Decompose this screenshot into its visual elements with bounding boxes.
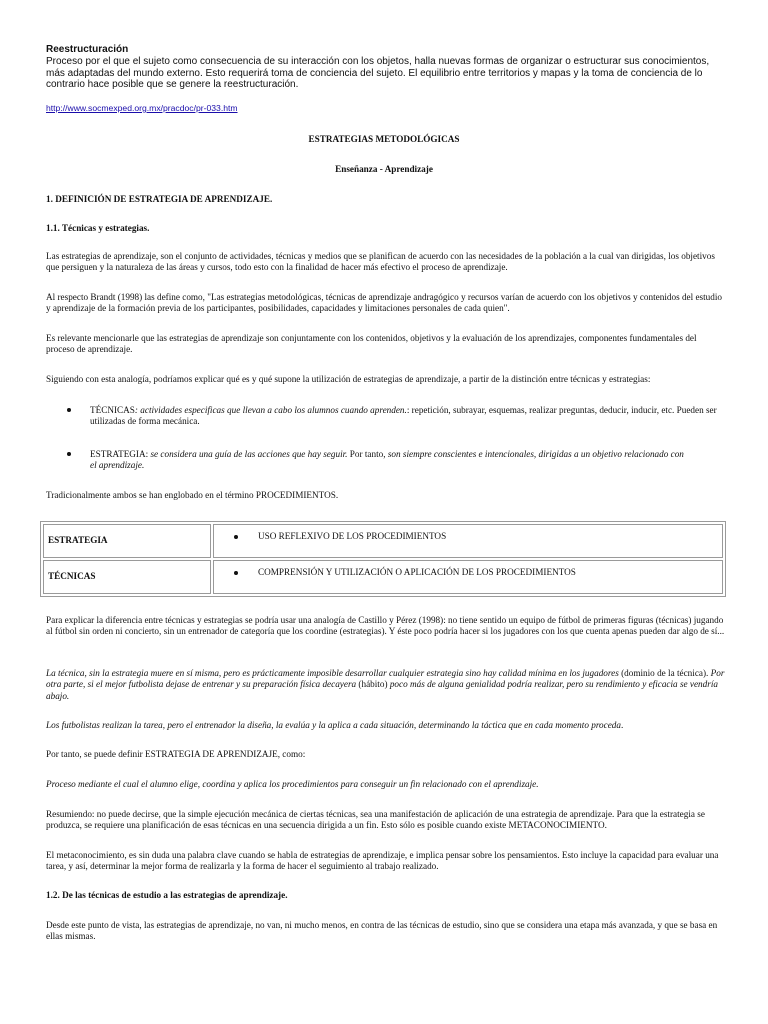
p7-text-1: (dominio de la técnica).	[618, 668, 711, 678]
table-cell-value	[213, 524, 723, 558]
paragraph-analogy: Siguiendo con esta analogía, podríamos explicar qué es y qué supone la utilización de estrategias de aprendizaje, a partir de la distinción entre técnicas y estrategias:	[46, 374, 651, 384]
paragraph-tecnicas-estudio: Desde este punto de vista, las estrategias de aprendizaje, no van, ni mucho menos, en contra de las técnicas de estudio, sino que se considera una etapa más avanzada, y que se basa en ellas mismas.	[46, 920, 718, 942]
paragraph-futbolistas	[46, 720, 726, 731]
p8-period: .	[621, 720, 624, 730]
bullet-estrategia-label: ESTRATEGIA:	[90, 449, 151, 459]
document-title: ESTRATEGIAS METODOLÓGICAS	[308, 134, 460, 144]
bullet-dot	[67, 408, 71, 412]
paragraph-definition: Las estrategias de aprendizaje, son el conjunto de actividades, técnicas y medios que se planifican de acuerdo con las necesidades de la población a la cual van dirigidas, los objetivos que persiguen y la naturaleza de las áreas y cursos, todo esto con la finalidad de hacer más efectivo el proceso de aprendizaje.	[46, 251, 715, 273]
table-cell-text: COMPRENSIÓN Y UTILIZACIÓN O APLICACIÓN DE LOS PROCEDIMIENTOS	[258, 567, 576, 577]
table-row	[43, 524, 723, 558]
section-1-1-heading: 1.1. Técnicas y estrategias.	[46, 223, 150, 233]
bullet-dot	[234, 535, 238, 539]
strategy-table	[40, 521, 726, 597]
section-1-2-heading: 1.2. De las técnicas de estudio a las estrategias de aprendizaje.	[46, 890, 288, 900]
p10-italic: Proceso mediante el cual el alumno elige, coordina y aplica los procedimientos para conseguir un fin relacionado con el aprendizaje.	[46, 779, 539, 789]
p7-text-2: (hábito)	[356, 679, 390, 690]
paragraph-metaconocimiento: El metaconocimiento, es sin duda una palabra clave cuando se habla de estrategias de aprendizaje, e implica pensar sobre los pensamientos. Esto incluye la capacidad para evaluar una tarea, y así, determinar la mejor forma de realizarla y la forma de hacer el seguimiento al trabajo realizado.	[46, 850, 719, 872]
paragraph-relevance: Es relevante mencionarle que las estrategias de aprendizaje son conjuntamente con los contenidos, objetivos y la evaluación de los aprendizajes, componentes fundamentales del proceso de aprendizaje.	[46, 333, 697, 355]
paragraph-resumiendo: Resumiendo: no puede decirse, que la simple ejecución mecánica de ciertas técnicas, sea una manifestación de aplicación de una estrategia de aprendizaje. Para que la estrategia se produzca, se requiere una planificación de esas técnicas en una secuencia dirigida a un fin. Esto sólo es posible cuando existe METACONOCIMIENTO.	[46, 809, 705, 831]
p8-italic: Los futbolistas realizan la tarea, pero el entrenador la diseña, la evalúa y la aplica a cada situación, determinando la táctica que en cada momento proceda	[46, 720, 621, 730]
table-cell-label: ESTRATEGIA	[43, 524, 211, 558]
paragraph-tecnica-estrategia	[46, 668, 726, 702]
bullet-estrategia	[90, 449, 690, 472]
document-subtitle: Enseñanza - Aprendizaje	[335, 164, 433, 174]
bullet-tecnicas-label: TÉCNICAS	[90, 405, 135, 415]
source-link[interactable]: http://www.socmexped.org.mx/pracdoc/pr-033.htm	[46, 103, 238, 113]
bullet-tecnicas	[90, 405, 726, 428]
p7-italic-1: La técnica, sin la estrategia muere en sí misma, pero es prácticamente imposible desarrollar cualquier estrategia sino hay calidad mínima en los jugadores	[46, 668, 619, 678]
table-cell-value	[213, 560, 723, 594]
bullet-tecnicas-examples: : repetición, subrayar, esquemas, realizar preguntas, deducir, inducir, etc. Pueden ser utilizadas de forma mecánica.	[90, 405, 717, 427]
reestructuracion-text: Proceso por el que el sujeto como consecuencia de su interacción con los objetos, halla nuevas formas de organizar o estructurar sus conocimientos, más adaptadas del mundo externo. Esto requerirá toma de conciencia del sujeto. El equilibrio entre territorios y mapas y la toma de conciencia de lo contrario hace posible que se genere la reestructuración.	[46, 56, 710, 91]
p7-italic-2: Por otra parte, si el mejor futbolista dejase de entrenar y su preparación física decayera	[46, 668, 725, 690]
table-cell-label: TÉCNICAS	[43, 560, 211, 594]
bullet-dot	[234, 571, 238, 575]
bullet-tecnicas-definition: : actividades especificas que llevan a cabo los alumnos cuando aprenden.	[134, 405, 407, 415]
bullet-estrategia-purpose: son siempre conscientes e intencionales, dirigidas a un objetivo relacionado con el aprendizaje.	[90, 449, 684, 471]
table-cell-text: USO REFLEXIVO DE LOS PROCEDIMIENTOS	[258, 531, 447, 541]
reestructuracion-heading: Reestructuración	[46, 44, 129, 55]
paragraph-castillo-perez: Para explicar la diferencia entre técnicas y estrategias se podría usar una analogía de Castillo y Pérez (1998): no tiene sentido un equipo de fútbol de primeras figuras (técnicas) jugando al fútbol sin orden ni concierto, sin un entrenador de categoría que los coordine (estrategias). Y éste poco podría hacer si los jugadores con los que cuenta apenas pueden dar algo de sí...	[46, 615, 725, 637]
bullet-estrategia-definition: se considera una guía de las acciones que hay seguir.	[150, 449, 348, 459]
paragraph-definir: Por tanto, se puede definir ESTRATEGIA DE APRENDIZAJE, como:	[46, 749, 306, 759]
paragraph-procedimientos: Tradicionalmente ambos se han englobado en el término PROCEDIMIENTOS.	[46, 490, 339, 500]
bullet-dot	[67, 452, 71, 456]
paragraph-brandt: Al respecto Brandt (1998) las define como, "Las estrategias metodológicas, técnicas de aprendizaje andragógico y recursos varían de acuerdo con los objetivos y contenidos del estudio y aprendizaje de la formación previa de los participantes, posibilidades, capacidades y limitaciones personales de cada quien".	[46, 292, 722, 314]
bullet-estrategia-connector: Por tanto,	[347, 449, 388, 459]
p7-italic-3: poco más de alguna genialidad podría realizar, pero su rendimiento y eficacia se vendría abajo.	[46, 679, 718, 701]
paragraph-proceso	[46, 779, 726, 790]
section-1-heading: 1. DEFINICIÓN DE ESTRATEGIA DE APRENDIZAJE.	[46, 194, 273, 204]
table-row	[43, 560, 723, 594]
